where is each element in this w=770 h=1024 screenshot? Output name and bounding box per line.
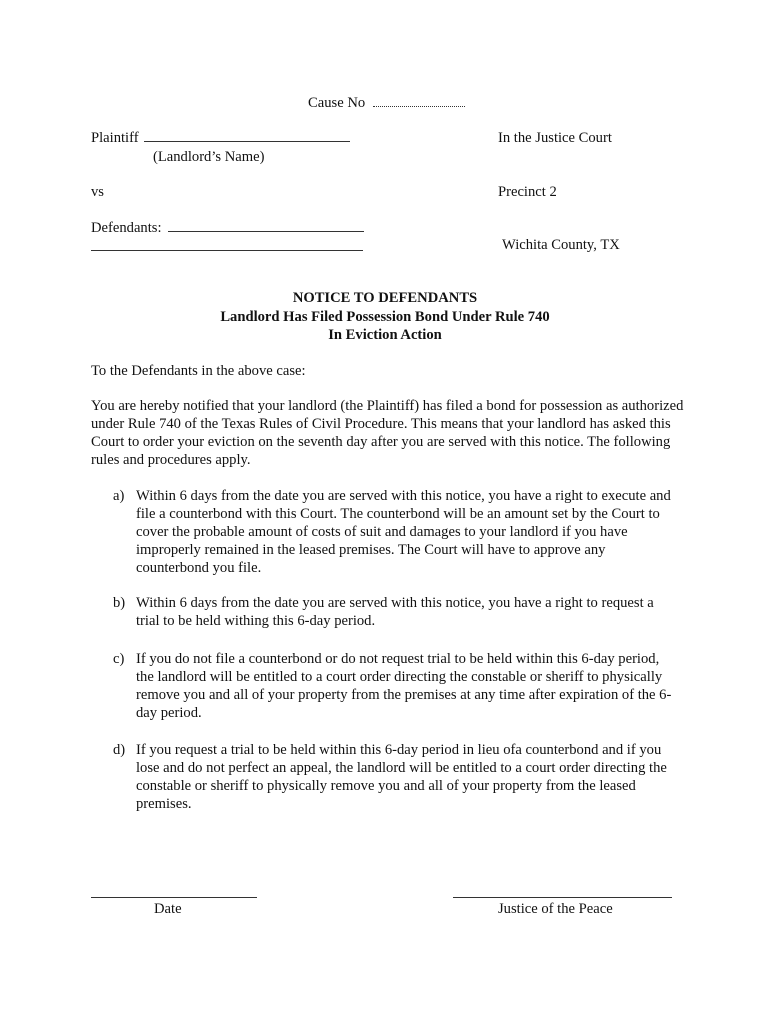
list-item-text: If you request a trial to be held within this 6-day period in lieu ofa counterbond and if you lose and do not perfect an appeal, the landlord will be entitled to a court order directing the constable or sheriff to physically remove you and all of your property from the leased premises.	[136, 742, 667, 812]
list-item-text: If you do not file a counterbond or do not request trial to be held within this 6-day period, the landlord will be entitled to a court order directing the constable or sheriff to physically remove you and all of your property from the premises at any time after expiration of the 6-day period.	[136, 651, 672, 721]
notice-subtitle: Landlord Has Filed Possession Bond Under Rule 740	[220, 309, 550, 325]
list-item-text: Within 6 days from the date you are served with this notice, you have a right to request a trial to be held withing this 6-day period.	[136, 595, 654, 629]
county-label: Wichita County, TX	[502, 237, 620, 253]
list-item	[113, 741, 678, 813]
list-item	[113, 594, 678, 630]
court-label: In the Justice Court	[498, 130, 612, 146]
notice-title: NOTICE TO DEFENDANTS	[292, 290, 478, 306]
defendants-row	[91, 219, 364, 237]
judge-signature-line[interactable]	[453, 897, 672, 898]
cause-number-field[interactable]	[373, 106, 465, 107]
precinct-label: Precinct 2	[498, 184, 557, 200]
date-label: Date	[154, 901, 182, 917]
plaintiff-row	[91, 129, 350, 147]
landlord-name-caption: (Landlord’s Name)	[153, 149, 265, 165]
date-signature-line[interactable]	[91, 897, 257, 898]
list-item-letter: c)	[113, 651, 125, 667]
judge-label: Justice of the Peace	[498, 901, 613, 917]
plaintiff-label: Plaintiff	[91, 130, 139, 146]
defendants-name-field-2[interactable]	[91, 236, 363, 251]
list-item	[113, 650, 678, 722]
cause-number	[308, 94, 465, 112]
defendants-label: Defendants:	[91, 220, 162, 236]
intro-paragraph: You are hereby notified that your landlord (the Plaintiff) has filed a bond for possession as authorized under Rule 740 of the Texas Rules of Civil Procedure. This means that your landlord has asked this Court to order your eviction on the seventh day after you are served with this notice. The following rules and procedures apply.	[91, 398, 684, 468]
list-item	[113, 487, 678, 577]
list-item-letter: a)	[113, 488, 125, 504]
list-item-letter: d)	[113, 742, 126, 758]
notice-subtitle-2: In Eviction Action	[328, 327, 442, 343]
defendants-second-row	[91, 236, 363, 256]
plaintiff-name-field[interactable]	[144, 141, 350, 142]
vs-label: vs	[91, 184, 104, 200]
list-item-text: Within 6 days from the date you are served with this notice, you have a right to execute and file a counterbond with this Court. The counterbond will be an amount set by the Court to cover the probable amount of costs of suit and damages to your landlord if you have improperly remained in the leased premises. The Court will have to approve any counterbond you file.	[136, 488, 671, 576]
salutation: To the Defendants in the above case:	[91, 363, 306, 379]
cause-number-label: Cause No	[308, 95, 366, 111]
defendants-name-field[interactable]	[168, 231, 364, 232]
list-item-letter: b)	[113, 595, 126, 611]
